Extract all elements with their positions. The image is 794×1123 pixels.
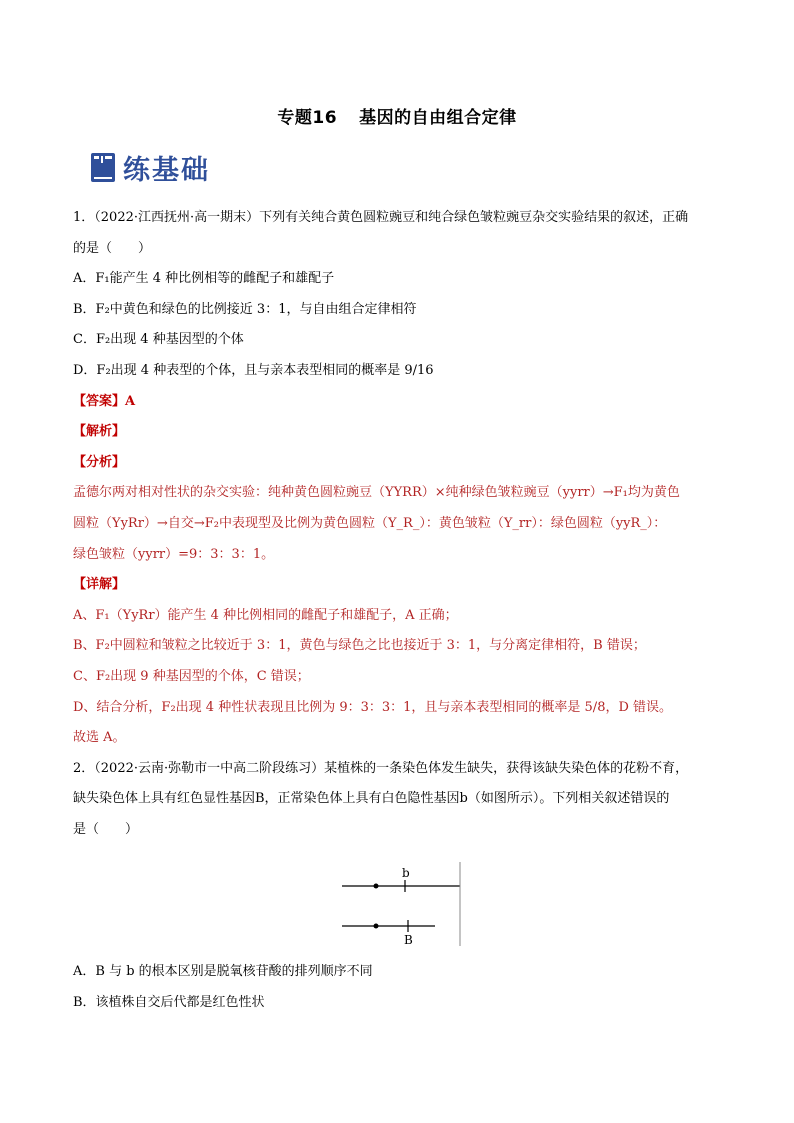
title-topic: 专题16: [277, 108, 338, 128]
q1-option-a: A．F₁能产生 4 种比例相等的雌配子和雄配子: [73, 271, 335, 287]
q1-fenxi-line2: 圆粒（YyRr）→自交→F₂中表现型及比例为黄色圆粒（Y_R_）：黄色皱粒（Y_rr）：绿色圆粒（yyR_）：: [73, 515, 667, 531]
q2-options: [73, 957, 733, 1018]
q1-jiexi-label: 【解析】: [73, 424, 126, 440]
q1-option-c: C．F₂出现 4 种基因型的个体: [73, 332, 244, 348]
page-title: [0, 103, 794, 128]
question-content: [73, 203, 733, 845]
q1-fenxi-line1: 孟德尔两对相对性状的杂交实验：纯种黄色圆粒豌豆（YYRR）×纯种绿色皱粒豌豆（yyrr）→F₁均为黄色: [73, 485, 680, 501]
q2-option-b: B．该植株自交后代都是红色性状: [73, 994, 265, 1010]
q1-fenxi-line3: 绿色皱粒（yyrr）=9：3：3：1。: [73, 546, 275, 562]
q1-conclusion: 故选 A。: [73, 730, 126, 746]
q1-answer: 【答案】A: [73, 393, 136, 409]
q1-fenxi-label: 【分析】: [73, 454, 126, 470]
section-header: [90, 149, 210, 185]
q1-option-d: D．F₂出现 4 种表型的个体，且与亲本表型相同的概率是 9/16: [73, 362, 434, 378]
q2-stem-line2: 缺失染色体上具有红色显性基因B，正常染色体上具有白色隐性基因b（如图所示）。下列相关叙述错误的: [73, 791, 670, 807]
q1-xiangjie-label: 【详解】: [73, 577, 126, 593]
q2-option-a: A．B 与 b 的根本区别是脱氧核苷酸的排列顺序不同: [73, 964, 373, 979]
q1-detail-d: D、结合分析，F₂出现 4 种性状表现且比例为 9：3：3：1，且与亲本表型相同的概率是 5/8，D 错误。: [73, 699, 673, 715]
q2-stem-line1: 2．（2022·云南·弥勒市一中高二阶段练习）某植株的一条染色体发生缺失，获得该缺失染色体的花粉不育，: [73, 760, 689, 776]
gene-b-label: b: [402, 866, 410, 880]
q1-stem-line1: 1．（2022·江西抚州·高一期末）下列有关纯合黄色圆粒豌豆和纯合绿色皱粒豌豆杂交实验结果的叙述，正确: [73, 210, 689, 225]
q1-stem-line2: 的是（ ）: [73, 240, 152, 256]
q1-detail-c: C、F₂出现 9 种基因型的个体，C 错误；: [73, 668, 310, 684]
q2-stem-line3: 是（ ）: [73, 821, 139, 837]
chromosome-figure: [340, 860, 464, 948]
section-label: 练基础: [123, 154, 210, 186]
q1-option-b: B．F₂中黄色和绿色的比例接近 3：1，与自由组合定律相符: [73, 301, 417, 317]
deleted-centromere: [374, 924, 379, 929]
q1-detail-a: A、F₁（YyRr）能产生 4 种比例相同的雌配子和雄配子，A 正确；: [73, 607, 458, 623]
title-name: 基因的自由组合定律: [359, 108, 517, 128]
normal-centromere: [374, 884, 379, 889]
q1-detail-b: B、F₂中圆粒和皱粒之比较近于 3：1，黄色与绿色之比也接近于 3：1，与分离定律相符，B 错误；: [73, 638, 646, 654]
gene-B-label: B: [404, 933, 413, 947]
book-icon: [90, 152, 116, 183]
